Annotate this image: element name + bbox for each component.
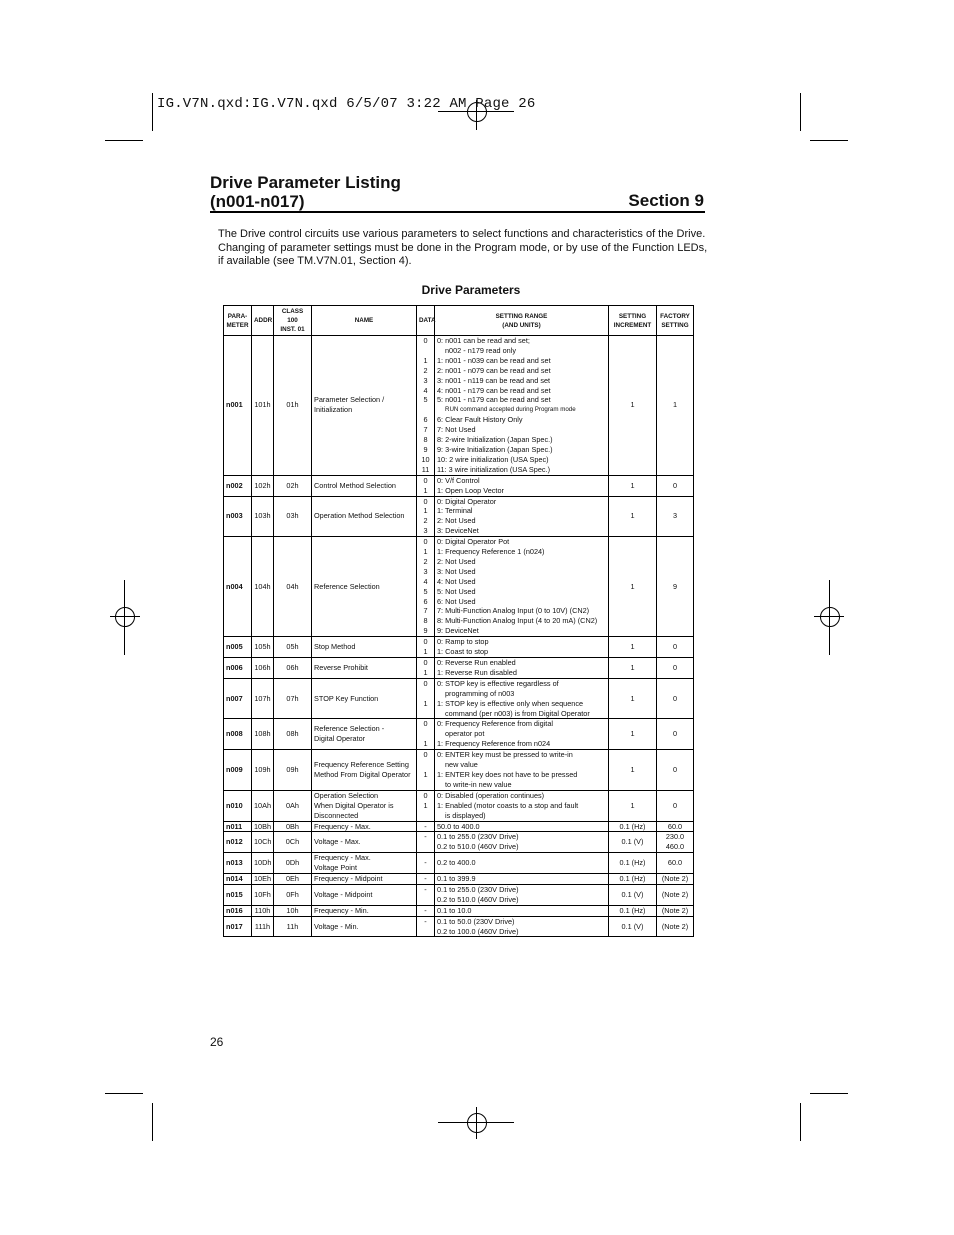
increment-cell: 1	[609, 658, 657, 679]
class-cell: 0Ch	[274, 832, 312, 853]
addr-cell: 106h	[252, 658, 274, 679]
class-cell: 09h	[274, 750, 312, 791]
data-cell	[417, 658, 435, 679]
addr-cell: 107h	[252, 678, 274, 719]
data-value: 0	[423, 537, 428, 547]
data-value: 0	[423, 475, 428, 485]
setting-line: 3: n001 - n119 can be read and set	[437, 375, 551, 385]
data-value: -	[424, 858, 427, 868]
addr-cell: 10Dh	[252, 853, 274, 874]
setting-range-cell	[435, 853, 609, 874]
increment-cell: 0.1 (Hz)	[609, 821, 657, 832]
data-cell	[417, 719, 435, 750]
setting-line: 0.1 to 255.0 (230V Drive)	[437, 884, 519, 894]
factory-setting-cell: 0	[657, 678, 694, 719]
data-value: 2	[423, 556, 428, 566]
class-cell: 0Ah	[274, 790, 312, 821]
factory-setting-cell: 0	[657, 750, 694, 791]
setting-line: n002 - n179 read only	[445, 345, 516, 355]
name-cell: Stop Method	[312, 637, 417, 658]
section-label: Section 9	[628, 191, 704, 210]
setting-line: 4: n001 - n179 can be read and set	[437, 385, 551, 395]
data-value: -	[424, 874, 427, 884]
name-cell: Frequency - Max. Voltage Point	[312, 853, 417, 874]
setting-line: 0: n001 can be read and set;	[437, 336, 530, 345]
addr-cell: 110h	[252, 905, 274, 916]
setting-line: 1: Enabled (motor coasts to a stop and fault	[437, 800, 579, 810]
col-header-class: CLASS 100 INST. 01	[274, 306, 312, 336]
data-value: 1	[423, 698, 428, 708]
data-value	[419, 405, 432, 415]
setting-range-cell	[435, 537, 609, 637]
factory-setting-cell: 9	[657, 537, 694, 637]
setting-line: 0.1 to 50.0 (230V Drive)	[437, 916, 515, 926]
increment-cell: 0.1 (V)	[609, 832, 657, 853]
data-value: 1	[423, 647, 428, 657]
table-row	[224, 790, 694, 821]
factory-setting-cell: 60.0	[657, 821, 694, 832]
increment-cell: 0.1 (Hz)	[609, 853, 657, 874]
name-cell: Voltage - Max.	[312, 832, 417, 853]
setting-line: 3: DeviceNet	[437, 526, 479, 536]
addr-cell: 103h	[252, 496, 274, 537]
name-cell: Frequency Reference Setting Method From Digital Operator	[312, 750, 417, 791]
table-row	[224, 537, 694, 637]
data-value: -	[424, 884, 427, 894]
table-header-row	[224, 306, 694, 336]
table-row	[224, 496, 694, 537]
setting-range-cell	[435, 475, 609, 496]
name-cell: STOP Key Function	[312, 678, 417, 719]
setting-line: programming of n003	[445, 688, 515, 698]
title-line-1: Drive Parameter Listing	[210, 173, 401, 192]
class-cell: 03h	[274, 496, 312, 537]
setting-range-cell	[435, 678, 609, 719]
setting-line: 10: 2 wire initialization (USA Spec)	[437, 454, 549, 464]
name-cell: Frequency - Max.	[312, 821, 417, 832]
data-value: 1	[423, 769, 428, 779]
setting-line: 6: Clear Fault History Only	[437, 415, 523, 425]
increment-cell: 1	[609, 336, 657, 476]
data-value	[419, 729, 432, 739]
drive-parameters-table	[223, 305, 694, 937]
data-value: 0	[423, 496, 428, 506]
intro-paragraph: The Drive control circuits use various parameters to select functions and characteristics of the Drive. Changing of parameter settings must be done in the Program mode, or by use of the Function LEDs, if available (see TM.V7N.01, Section 4).	[218, 228, 708, 267]
table-row	[224, 874, 694, 885]
setting-line: 0.2 to 510.0 (460V Drive)	[437, 842, 519, 852]
addr-cell: 10Fh	[252, 884, 274, 905]
data-value: 5	[423, 395, 428, 405]
increment-cell: 1	[609, 537, 657, 637]
setting-range-cell	[435, 336, 609, 476]
data-value: 3	[423, 526, 428, 536]
setting-line: is displayed)	[445, 810, 486, 820]
factory-setting-cell: (Note 2)	[657, 905, 694, 916]
table-row	[224, 884, 694, 905]
setting-range-cell	[435, 874, 609, 885]
table-title: Drive Parameters	[421, 283, 521, 297]
table-row	[224, 821, 694, 832]
name-cell: Reference Selection - Digital Operator	[312, 719, 417, 750]
increment-cell: 1	[609, 750, 657, 791]
name-cell: Frequency - Min.	[312, 905, 417, 916]
factory-setting-cell: 0	[657, 658, 694, 679]
parameter-cell: n002	[224, 475, 252, 496]
file-slug: IG.V7N.qxd:IG.V7N.qxd 6/5/07 3:22 AM Page 26	[157, 96, 536, 112]
data-value	[419, 780, 432, 790]
factory-setting-cell: (Note 2)	[657, 884, 694, 905]
setting-range-cell	[435, 719, 609, 750]
name-cell: Reverse Prohibit	[312, 658, 417, 679]
parameter-cell: n015	[224, 884, 252, 905]
setting-line: 0.2 to 100.0 (460V Drive)	[437, 926, 519, 936]
data-value: 6	[423, 596, 428, 606]
increment-cell: 1	[609, 719, 657, 750]
table-row	[224, 658, 694, 679]
data-value	[419, 346, 432, 356]
setting-line: 1: Frequency Reference 1 (n024)	[437, 547, 545, 557]
setting-line: 0.2 to 400.0	[437, 858, 476, 868]
data-cell	[417, 475, 435, 496]
setting-line: 7: Not Used	[437, 425, 476, 435]
parameter-cell: n007	[224, 678, 252, 719]
setting-line: 2: Not Used	[437, 556, 476, 566]
data-cell	[417, 537, 435, 637]
class-cell: 05h	[274, 637, 312, 658]
data-value: 1	[423, 547, 428, 557]
addr-cell: 102h	[252, 475, 274, 496]
setting-range-cell	[435, 658, 609, 679]
setting-line: new value	[445, 760, 478, 770]
parameter-cell: n009	[224, 750, 252, 791]
data-cell	[417, 336, 435, 476]
increment-cell: 0.1 (Hz)	[609, 905, 657, 916]
setting-line: 0: Frequency Reference from digital	[437, 719, 553, 729]
setting-range-cell	[435, 884, 609, 905]
parameter-cell: n004	[224, 537, 252, 637]
table-row	[224, 637, 694, 658]
data-cell	[417, 916, 435, 937]
data-cell	[417, 750, 435, 791]
data-value: 1	[423, 506, 428, 516]
data-value: 1	[423, 485, 428, 495]
table-row	[224, 678, 694, 719]
data-value: 3	[423, 566, 428, 576]
parameter-cell: n014	[224, 874, 252, 885]
setting-line: 5: Not Used	[437, 586, 476, 596]
class-cell: 08h	[274, 719, 312, 750]
data-value: 1	[423, 739, 428, 749]
col-header-addr: ADDR	[252, 306, 274, 336]
data-value: 0	[423, 719, 428, 729]
data-value: 1	[423, 355, 428, 365]
data-value: 3	[423, 375, 428, 385]
setting-line: 0.1 to 10.0	[437, 905, 472, 915]
name-cell: Frequency - Midpoint	[312, 874, 417, 885]
setting-line: operator pot	[445, 729, 485, 739]
setting-line: 6: Not Used	[437, 596, 476, 606]
addr-cell: 108h	[252, 719, 274, 750]
data-cell	[417, 821, 435, 832]
col-header-parameter: PARA- METER	[224, 306, 252, 336]
data-value: 8	[423, 616, 428, 626]
name-cell: Operation Selection When Digital Operator is Disconnected	[312, 790, 417, 821]
setting-range-cell	[435, 637, 609, 658]
data-value	[419, 709, 432, 719]
data-value: 8	[423, 435, 428, 445]
name-cell: Operation Method Selection	[312, 496, 417, 537]
addr-cell: 105h	[252, 637, 274, 658]
factory-setting-cell: 60.0	[657, 853, 694, 874]
factory-setting-cell: 3	[657, 496, 694, 537]
data-value: 2	[423, 516, 428, 526]
setting-range-cell	[435, 905, 609, 916]
setting-line: 0: Digital Operator Pot	[437, 537, 510, 547]
data-value: 6	[423, 415, 428, 425]
parameter-cell: n008	[224, 719, 252, 750]
parameter-cell: n017	[224, 916, 252, 937]
setting-range-cell	[435, 916, 609, 937]
class-cell: 0Bh	[274, 821, 312, 832]
data-cell	[417, 790, 435, 821]
setting-line: 50.0 to 400.0	[437, 821, 480, 831]
setting-line: 11: 3 wire initialization (USA Spec.)	[437, 464, 551, 474]
parameter-cell: n001	[224, 336, 252, 476]
table-row	[224, 853, 694, 874]
table-row	[224, 905, 694, 916]
data-value: 1	[423, 667, 428, 677]
col-header-name: NAME	[312, 306, 417, 336]
data-value: 9	[423, 626, 428, 636]
setting-line: 9: DeviceNet	[437, 626, 479, 636]
setting-range-cell	[435, 832, 609, 853]
data-value: 2	[423, 365, 428, 375]
setting-line: 7: Multi-Function Analog Input (0 to 10V) (CN2)	[437, 606, 590, 616]
increment-cell: 0.1 (Hz)	[609, 874, 657, 885]
data-value	[419, 842, 432, 852]
class-cell: 06h	[274, 658, 312, 679]
setting-line: 0: Reverse Run enabled	[437, 658, 516, 667]
data-value: 4	[423, 576, 428, 586]
increment-cell: 1	[609, 637, 657, 658]
class-cell: 0Eh	[274, 874, 312, 885]
data-value: 0	[423, 658, 428, 667]
setting-line: 0: Disabled (operation continues)	[437, 790, 545, 800]
setting-line: 0.1 to 255.0 (230V Drive)	[437, 832, 519, 842]
setting-line: 8: 2-wire Initialization (Japan Spec.)	[437, 435, 553, 445]
class-cell: 02h	[274, 475, 312, 496]
factory-setting-cell: 0	[657, 790, 694, 821]
factory-setting-cell: 1	[657, 336, 694, 476]
col-header-data: DATA	[417, 306, 435, 336]
data-value: -	[424, 832, 427, 842]
setting-range-cell	[435, 496, 609, 537]
setting-line: RUN command accepted during Program mode	[445, 406, 576, 414]
setting-line: 8: Multi-Function Analog Input (4 to 20 mA) (CN2)	[437, 616, 598, 626]
setting-line: command (per n003) is from Digital Operator	[445, 708, 590, 718]
setting-line: 1: ENTER key does not have to be pressed	[437, 769, 578, 779]
addr-cell: 10Bh	[252, 821, 274, 832]
addr-cell: 109h	[252, 750, 274, 791]
setting-range-cell	[435, 790, 609, 821]
data-value	[419, 895, 432, 905]
data-value: -	[424, 821, 427, 831]
data-cell	[417, 678, 435, 719]
page-number: 26	[210, 1035, 224, 1049]
col-header-increment: SETTING INCREMENT	[609, 306, 657, 336]
data-value	[419, 760, 432, 770]
setting-line: 0: Digital Operator	[437, 496, 497, 506]
name-cell: Voltage - Min.	[312, 916, 417, 937]
data-value: 0	[423, 678, 428, 688]
data-value: 7	[423, 425, 428, 435]
data-value: 1	[423, 800, 428, 810]
increment-cell: 0.1 (V)	[609, 916, 657, 937]
data-value: -	[424, 905, 427, 915]
setting-line: 2: Not Used	[437, 516, 476, 526]
data-value: 0	[423, 790, 428, 800]
data-cell	[417, 637, 435, 658]
table-row	[224, 719, 694, 750]
parameter-cell: n016	[224, 905, 252, 916]
increment-cell: 1	[609, 790, 657, 821]
class-cell: 11h	[274, 916, 312, 937]
name-cell: Reference Selection	[312, 537, 417, 637]
setting-range-cell	[435, 750, 609, 791]
addr-cell: 10Ch	[252, 832, 274, 853]
title-line-2: (n001-n017)	[210, 192, 305, 211]
setting-line: 0: ENTER key must be pressed to write-in	[437, 750, 573, 760]
setting-line: 0: Ramp to stop	[437, 637, 489, 647]
setting-line: 1: Frequency Reference from n024	[437, 739, 551, 749]
setting-line: 0.2 to 510.0 (460V Drive)	[437, 894, 519, 904]
data-value: 0	[423, 750, 428, 760]
data-cell	[417, 874, 435, 885]
name-cell: Voltage - Midpoint	[312, 884, 417, 905]
table-row	[224, 916, 694, 937]
name-cell: Control Method Selection	[312, 475, 417, 496]
parameter-cell: n006	[224, 658, 252, 679]
setting-line: 5: n001 - n179 can be read and set	[437, 395, 551, 405]
data-value: 0	[423, 336, 428, 345]
data-value	[419, 927, 432, 937]
factory-setting-cell: 0	[657, 637, 694, 658]
data-value: 7	[423, 606, 428, 616]
setting-line: to write-in new value	[445, 779, 512, 789]
table-row	[224, 750, 694, 791]
setting-line: 4: Not Used	[437, 576, 476, 586]
addr-cell: 111h	[252, 916, 274, 937]
setting-line: 0.1 to 399.9	[437, 874, 476, 884]
data-value: 10	[421, 454, 430, 464]
setting-line: 1: Terminal	[437, 506, 473, 516]
addr-cell: 101h	[252, 336, 274, 476]
parameter-cell: n005	[224, 637, 252, 658]
setting-line: 1: Reverse Run disabled	[437, 667, 517, 677]
data-value: 4	[423, 385, 428, 395]
table-row	[224, 336, 694, 476]
class-cell: 07h	[274, 678, 312, 719]
setting-line: 2: n001 - n079 can be read and set	[437, 365, 551, 375]
data-cell	[417, 853, 435, 874]
title-rule	[210, 211, 705, 213]
data-value: 11	[421, 464, 430, 474]
setting-line: 9: 3-wire Initialization (Japan Spec.)	[437, 444, 553, 454]
parameter-cell: n012	[224, 832, 252, 853]
class-cell: 0Dh	[274, 853, 312, 874]
setting-line: 1: n001 - n039 can be read and set	[437, 355, 551, 365]
factory-setting-cell: 0	[657, 719, 694, 750]
col-header-setting-range: SETTING RANGE (AND UNITS)	[435, 306, 609, 336]
data-cell	[417, 905, 435, 916]
factory-setting-cell: 0	[657, 475, 694, 496]
data-value	[419, 689, 432, 699]
class-cell: 04h	[274, 537, 312, 637]
page-title	[210, 173, 401, 211]
addr-cell: 104h	[252, 537, 274, 637]
data-cell	[417, 884, 435, 905]
factory-setting-cell: (Note 2)	[657, 916, 694, 937]
parameter-cell: n003	[224, 496, 252, 537]
name-cell: Parameter Selection / Initialization	[312, 336, 417, 476]
class-cell: 10h	[274, 905, 312, 916]
setting-line: 1: STOP key is effective only when sequence	[437, 698, 584, 708]
data-value: -	[424, 916, 427, 926]
class-cell: 0Fh	[274, 884, 312, 905]
setting-line: 1: Open Loop Vector	[437, 485, 504, 495]
table-row	[224, 475, 694, 496]
data-value: 0	[423, 637, 428, 647]
addr-cell: 10Ah	[252, 790, 274, 821]
parameter-cell: n013	[224, 853, 252, 874]
table-row	[224, 832, 694, 853]
parameter-cell: n011	[224, 821, 252, 832]
setting-line: 1: Coast to stop	[437, 647, 489, 657]
factory-setting-cell: 230.0 460.0	[657, 832, 694, 853]
increment-cell: 1	[609, 475, 657, 496]
increment-cell: 0.1 (V)	[609, 884, 657, 905]
parameter-cell: n010	[224, 790, 252, 821]
setting-line: 3: Not Used	[437, 566, 476, 576]
data-cell	[417, 832, 435, 853]
factory-setting-cell: (Note 2)	[657, 874, 694, 885]
data-value: 5	[423, 586, 428, 596]
setting-range-cell	[435, 821, 609, 832]
data-cell	[417, 496, 435, 537]
col-header-factory: FACTORY SETTING	[657, 306, 694, 336]
data-value: 9	[423, 444, 428, 454]
setting-line: 0: STOP key is effective regardless of	[437, 678, 559, 688]
increment-cell: 1	[609, 678, 657, 719]
increment-cell: 1	[609, 496, 657, 537]
setting-line: 0: V/f Control	[437, 475, 480, 485]
addr-cell: 10Eh	[252, 874, 274, 885]
data-value	[419, 811, 432, 821]
class-cell: 01h	[274, 336, 312, 476]
